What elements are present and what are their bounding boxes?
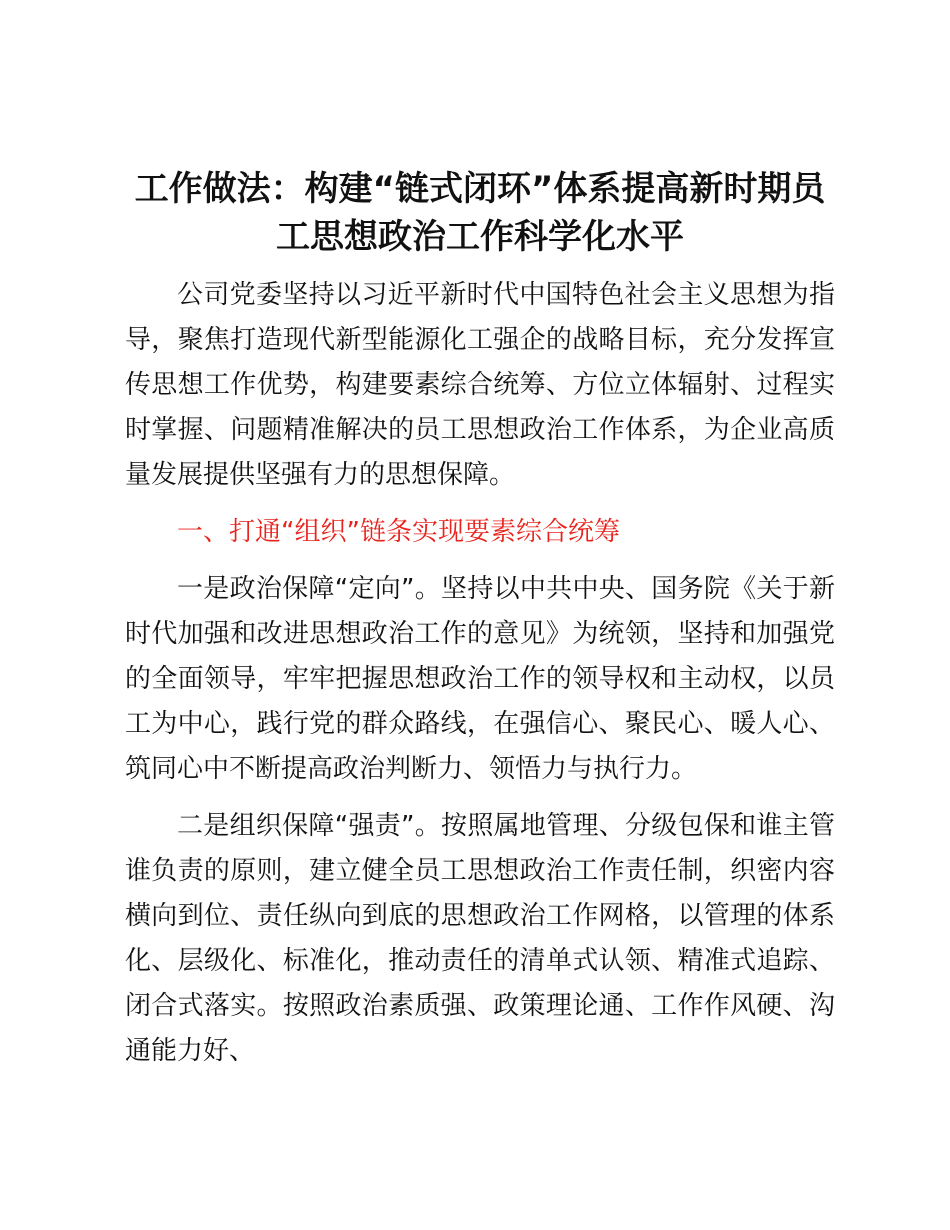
section-1-heading: 一、打通“组织”链条实现要素综合统筹 [177,517,620,547]
document-page [125,165,835,1074]
intro-paragraph: 公司党委坚持以习近平新时代中国特色社会主义思想为指导，聚焦打造现代新型能源化工强企的战略目标，充分发挥宣传思想工作优势，构建要素综合统筹、方位立体辐射、过程实时掌握、问题精准解决的员工思想政治工作体系，为企业高质量发展提供坚强有力的思想保障。 [125,280,835,490]
title-line-2: 工思想政治工作科学化水平 [276,217,684,257]
title-line-1: 工作做法：构建“链式闭环”体系提高新时期员 [134,169,826,209]
paragraph-organizational-guarantee: 二是组织保障“强责”。按照属地管理、分级包保和谁主管谁负责的原则，建立健全员工思想政治工作责任制，织密内容横向到位、责任纵向到底的思想政治工作网格，以管理的体系化、层级化、标准化，推动责任的清单式认领、精准式追踪、闭合式落实。按照政治素质强、政策理论通、工作作风硬、沟通能力好、 [125,811,835,1066]
document-title [125,165,835,261]
paragraph-political-guarantee: 一是政治保障“定向”。坚持以中共中央、国务院《关于新时代加强和改进思想政治工作的意见》为统领，坚持和加强党的全面领导，牢牢把握思想政治工作的领导权和主动权，以员工为中心，践行党的群众路线，在强信心、聚民心、暖人心、筑同心中不断提高政治判断力、领悟力与执行力。 [125,574,835,784]
